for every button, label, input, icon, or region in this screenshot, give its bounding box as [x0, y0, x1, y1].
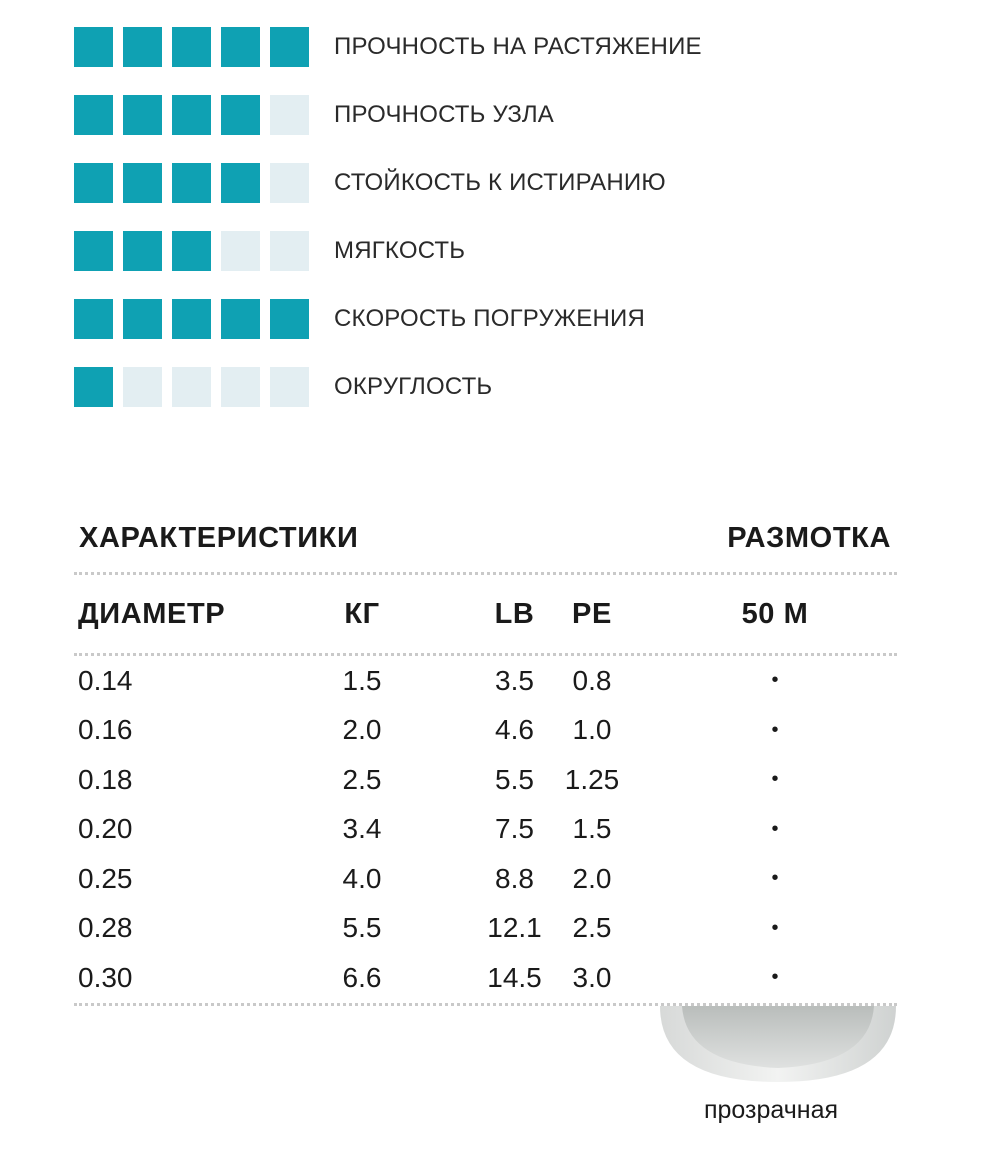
rating-square-filled [123, 163, 162, 203]
cell-lb: 7.5 [495, 813, 534, 845]
winding-title: РАЗМОТКА [727, 521, 891, 554]
cell-pe: 2.5 [572, 912, 612, 944]
cell-diameter: 0.18 [78, 763, 133, 795]
specs-title: ХАРАКТЕРИСТИКИ [79, 521, 359, 554]
specs-table [74, 518, 897, 1006]
cell-pe: 1.5 [572, 813, 612, 845]
rating-square-filled [221, 163, 260, 203]
cell-kg: 6.6 [342, 961, 382, 993]
cell-diameter: 0.20 [78, 813, 133, 845]
col-header-winding: 50 M [741, 597, 809, 630]
cell-lb: 4.6 [495, 714, 534, 746]
rating-row [74, 367, 934, 407]
rating-squares [74, 299, 310, 339]
rating-label: СКОРОСТЬ ПОГРУЖЕНИЯ [334, 305, 645, 332]
rating-label: ПРОЧНОСТЬ УЗЛА [334, 101, 554, 128]
cell-lb: 14.5 [487, 961, 542, 993]
cell-winding: • [771, 817, 779, 840]
rating-squares [74, 367, 310, 407]
cell-pe: 3.0 [572, 961, 612, 993]
rating-square-filled [172, 163, 211, 203]
rating-row [74, 231, 934, 271]
rating-square-empty [270, 95, 309, 135]
rating-square-empty [123, 367, 162, 407]
rating-square-filled [172, 299, 211, 339]
rating-square-filled [74, 367, 113, 407]
rating-square-filled [123, 95, 162, 135]
col-header-lb: LB [494, 597, 535, 630]
cell-kg: 3.4 [342, 813, 382, 845]
rating-square-empty [221, 367, 260, 407]
rating-label: ПРОЧНОСТЬ НА РАСТЯЖЕНИЕ [334, 33, 702, 60]
rating-square-empty [270, 231, 309, 271]
col-header-pe: PE [572, 597, 612, 630]
rating-square-filled [221, 27, 260, 67]
table-row [74, 755, 897, 805]
cell-winding: • [771, 867, 779, 890]
cell-diameter: 0.30 [78, 961, 133, 993]
rating-square-filled [74, 163, 113, 203]
rating-square-empty [270, 163, 309, 203]
rating-square-filled [172, 231, 211, 271]
cell-kg: 1.5 [342, 664, 382, 696]
cell-winding: • [771, 718, 779, 741]
rating-label: СТОЙКОСТЬ К ИСТИРАНИЮ [334, 169, 666, 196]
rating-row [74, 299, 934, 339]
cell-diameter: 0.14 [78, 664, 133, 696]
cell-winding: • [771, 916, 779, 939]
col-header-diameter: ДИАМЕТР [78, 597, 226, 630]
cell-pe: 0.8 [572, 664, 612, 696]
cell-pe: 1.0 [572, 714, 612, 746]
rating-square-filled [270, 299, 309, 339]
rating-square-empty [270, 367, 309, 407]
rating-square-filled [221, 95, 260, 135]
col-header-kg: КГ [344, 597, 380, 630]
spool-image [660, 1006, 896, 1082]
rating-squares [74, 163, 310, 203]
cell-lb: 5.5 [495, 763, 534, 795]
rating-square-filled [172, 27, 211, 67]
rating-squares [74, 231, 310, 271]
cell-winding: • [771, 966, 779, 989]
rating-square-filled [270, 27, 309, 67]
rating-square-filled [221, 299, 260, 339]
cell-kg: 4.0 [342, 862, 382, 894]
rating-squares [74, 27, 310, 67]
rating-square-empty [172, 367, 211, 407]
spec-rows [74, 656, 897, 1003]
rating-label: ОКРУГЛОСТЬ [334, 373, 493, 400]
cell-pe: 1.25 [564, 763, 620, 795]
cell-diameter: 0.28 [78, 912, 133, 944]
rating-square-empty [221, 231, 260, 271]
rating-label: МЯГКОСТЬ [334, 237, 466, 264]
specs-header [74, 518, 897, 558]
rating-row [74, 27, 934, 67]
color-caption: прозрачная [703, 1096, 839, 1124]
rating-square-filled [172, 95, 211, 135]
rating-square-filled [74, 231, 113, 271]
table-row [74, 904, 897, 954]
rating-list [74, 27, 934, 407]
table-row [74, 706, 897, 756]
cell-diameter: 0.25 [78, 862, 133, 894]
cell-winding: • [771, 768, 779, 791]
cell-kg: 2.0 [342, 714, 382, 746]
rating-square-filled [123, 27, 162, 67]
cell-kg: 2.5 [342, 763, 382, 795]
cell-diameter: 0.16 [78, 714, 133, 746]
table-row [74, 656, 897, 706]
table-row [74, 953, 897, 1003]
ratings-panel [74, 27, 934, 435]
cell-lb: 12.1 [487, 912, 542, 944]
cell-lb: 8.8 [495, 862, 534, 894]
table-row [74, 805, 897, 855]
rating-square-filled [123, 299, 162, 339]
rating-row [74, 163, 934, 203]
rating-squares [74, 95, 310, 135]
cell-lb: 3.5 [495, 664, 534, 696]
cell-kg: 5.5 [342, 912, 382, 944]
rating-square-filled [74, 299, 113, 339]
rating-square-filled [123, 231, 162, 271]
column-headers [74, 575, 897, 653]
cell-winding: • [771, 669, 779, 692]
rating-square-filled [74, 27, 113, 67]
rating-row [74, 95, 934, 135]
cell-pe: 2.0 [572, 862, 612, 894]
rating-square-filled [74, 95, 113, 135]
table-row [74, 854, 897, 904]
